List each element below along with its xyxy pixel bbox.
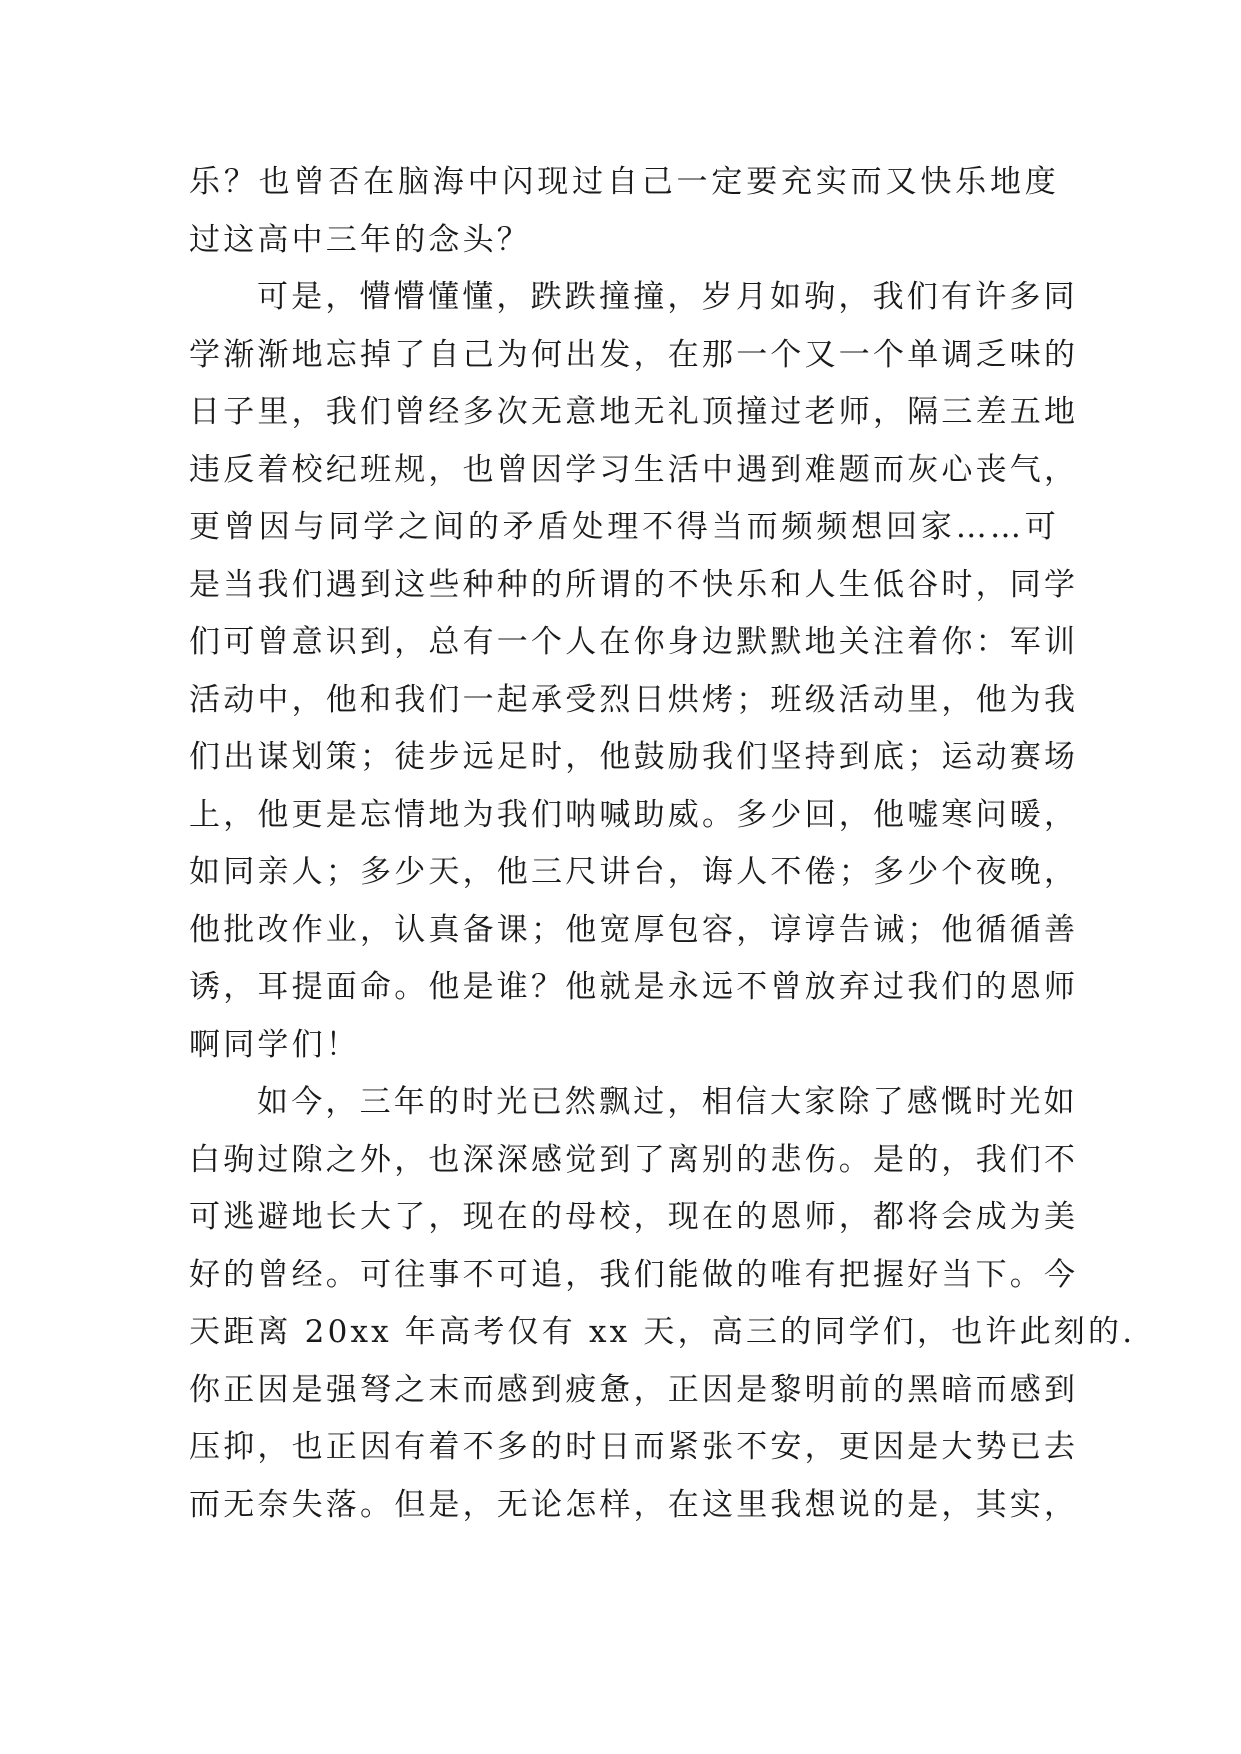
text-line: 诱，耳提面命。他是谁？他就是永远不曾放弃过我们的恩师: [189, 969, 1079, 1005]
text-line: 你正因是强弩之末而感到疲惫，正因是黎明前的黑暗而感到: [189, 1371, 1079, 1408]
text-line: 们出谋划策；徒步远足时，他鼓励我们坚持到底；运动赛场: [189, 739, 1079, 775]
text-line: 活动中，他和我们一起承受烈日烘烤；班级活动里，他为我: [189, 681, 1079, 718]
text-line: 过这高中三年的念头？: [189, 221, 531, 258]
text-line: 好的曾经。可往事不可追，我们能做的唯有把握好当下。今: [189, 1256, 1079, 1293]
text-line: 们可曾意识到，总有一个人在你身边默默地关注着你：军训: [189, 624, 1079, 660]
text-line: 他批改作业，认真备课；他宽厚包容，谆谆告诫；他循循善: [189, 911, 1079, 948]
paragraph-start-line: 可是，懵懵懂懂，跌跌撞撞，岁月如驹，我们有许多同: [257, 279, 1078, 315]
text-line: 是当我们遇到这些种种的所谓的不快乐和人生低谷时，同学: [189, 566, 1079, 603]
text-line: 如同亲人；多少天，他三尺讲台，诲人不倦；多少个夜晚，: [189, 854, 1079, 890]
text-line: 白驹过隙之外，也深深感觉到了离别的悲伤。是的，我们不: [189, 1141, 1079, 1178]
body-text: [189, 154, 1136, 1534]
text-line: 压抑，也正因有着不多的时日而紧张不安，更因是大势已去: [189, 1429, 1079, 1465]
text-line: 上，他更是忘情地为我们呐喊助威。多少回，他嘘寒问暖，: [189, 796, 1079, 833]
text-line: 而无奈失落。但是，无论怎样，在这里我想说的是，其实，: [189, 1486, 1079, 1523]
text-line: 天距离 20xx 年高考仅有 xx 天，高三的同学们，也许此刻的.: [189, 1314, 1136, 1350]
paragraph-start-line: 如今，三年的时光已然飘过，相信大家除了感慨时光如: [257, 1084, 1078, 1120]
text-line: 违反着校纪班规，也曾因学习生活中遇到难题而灰心丧气，: [189, 451, 1079, 488]
text-line: 更曾因与同学之间的矛盾处理不得当而频频想回家……可: [189, 509, 1059, 545]
text-line: 可逃避地长大了，现在的母校，现在的恩师，都将会成为美: [189, 1199, 1079, 1235]
text-line: 日子里，我们曾经多次无意地无礼顶撞过老师，隔三差五地: [189, 394, 1079, 430]
text-line: 啊同学们！: [189, 1026, 360, 1063]
text-line: 学渐渐地忘掉了自己为何出发，在那一个又一个单调乏味的: [189, 336, 1079, 373]
text-line: 乐？也曾否在脑海中闪现过自己一定要充实而又快乐地度: [189, 164, 1059, 200]
